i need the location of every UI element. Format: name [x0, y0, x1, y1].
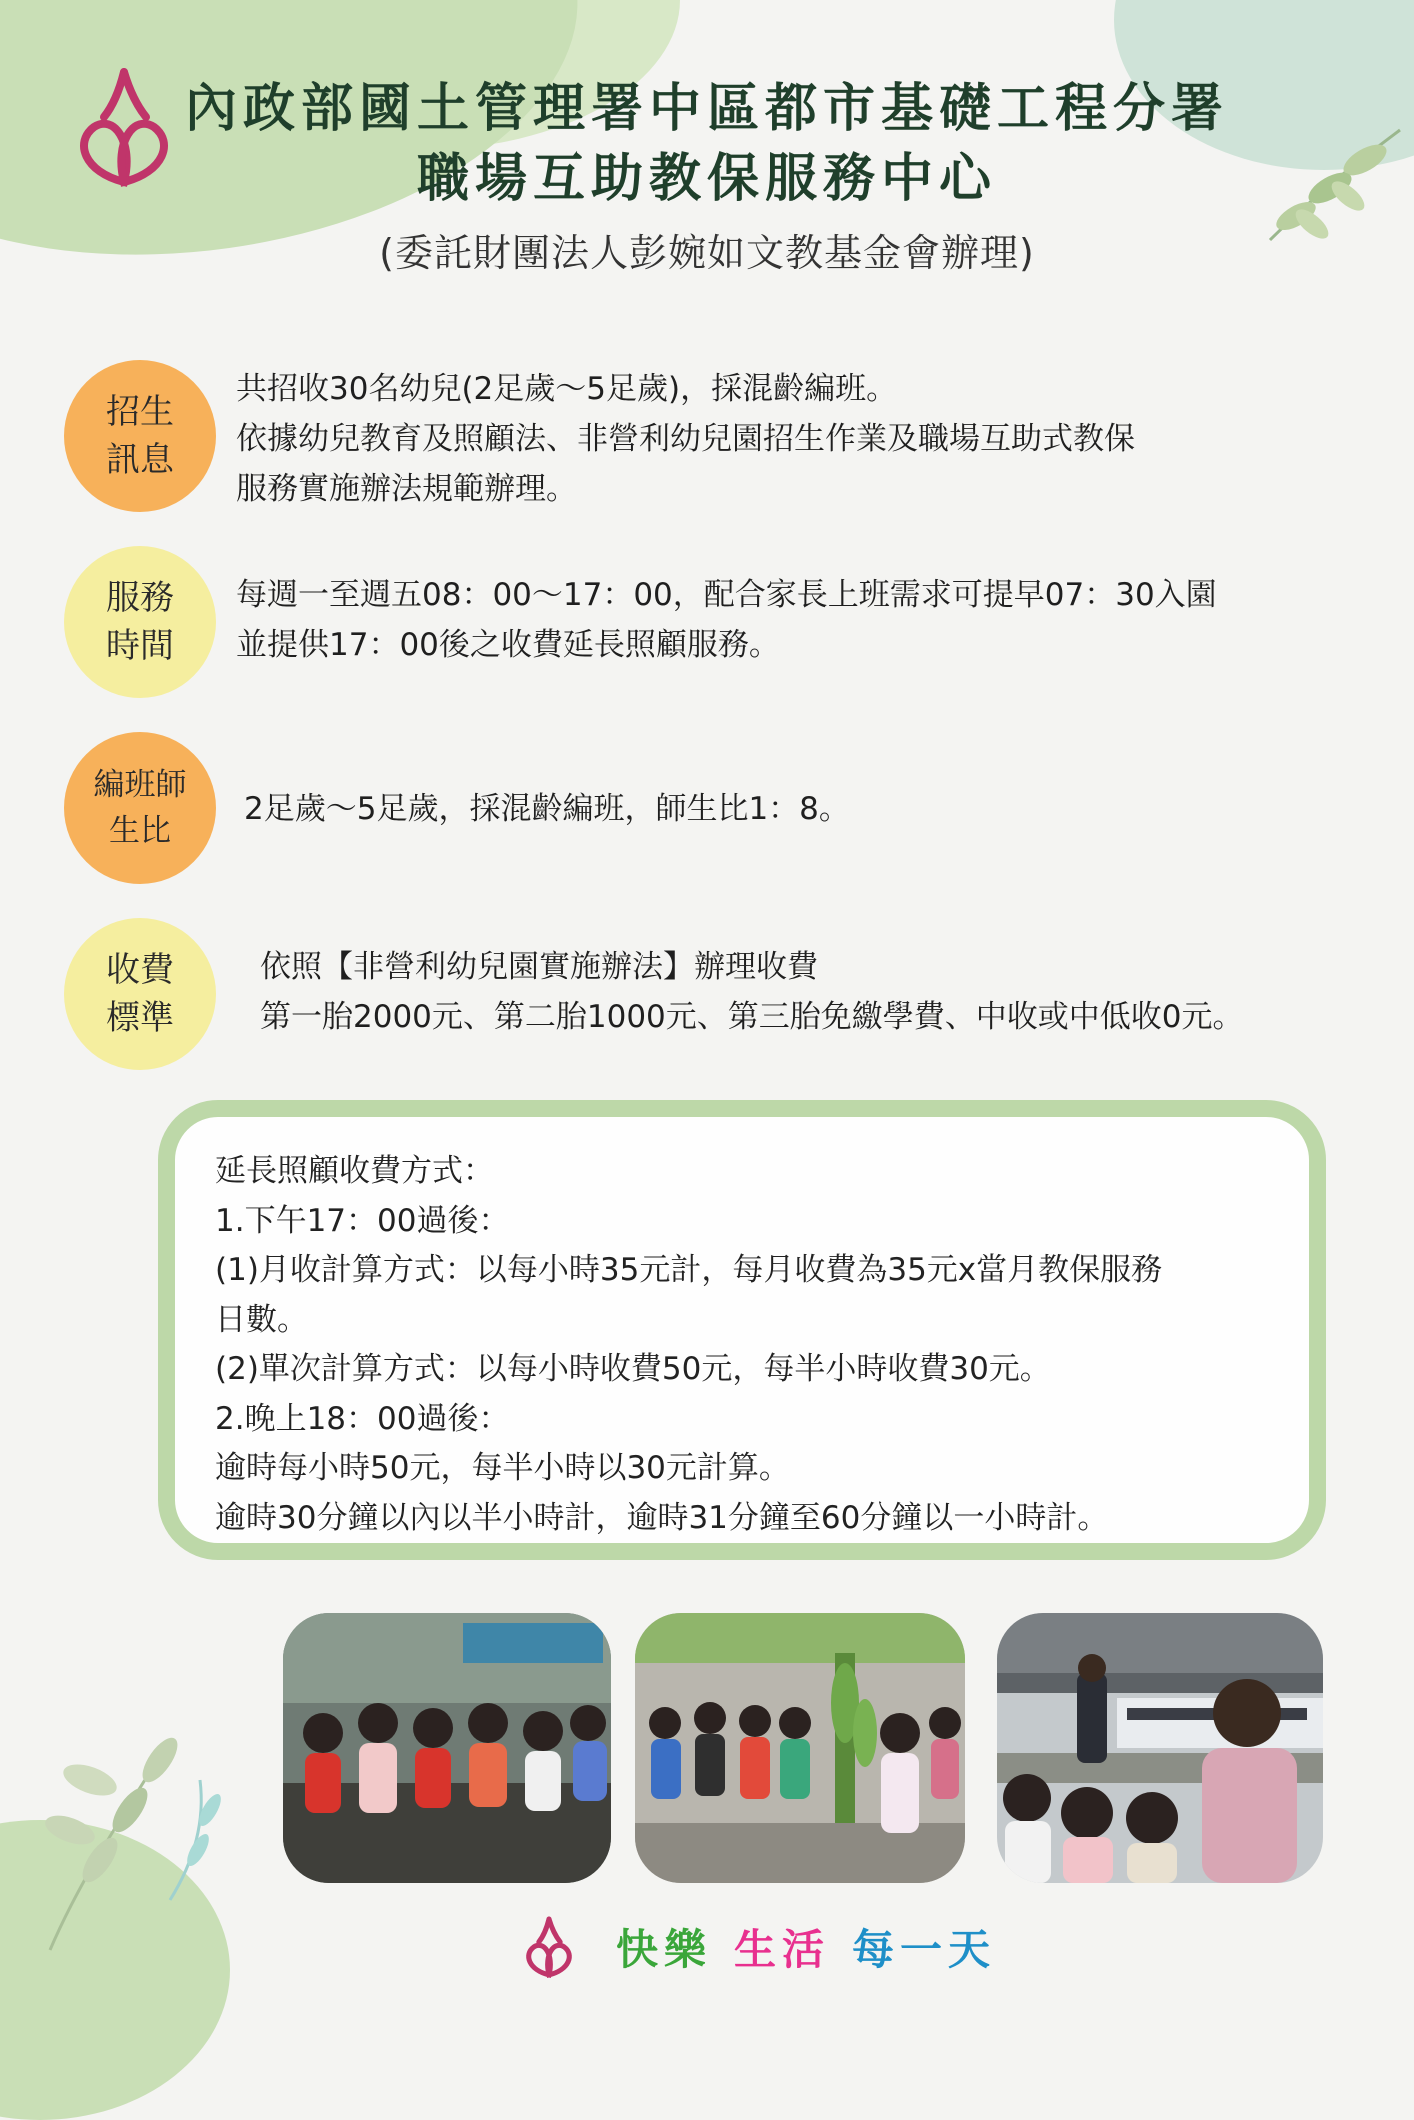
- page-title: 職場互助教保服務中心: [416, 148, 997, 209]
- badge-label: 編班師: [93, 767, 187, 803]
- badge-label: 時間: [106, 626, 174, 666]
- slogan-part: 每一天: [852, 1925, 997, 1974]
- badge-label: 收費: [106, 950, 174, 990]
- badge-label: 招生: [106, 392, 174, 432]
- text-line: (2)單次計算方式：以每小時收費50元，每半小時收費30元。: [215, 1351, 1051, 1387]
- text-line: 並提供17：00後之收費延長照顧服務。: [236, 627, 780, 663]
- text-line: 延長照顧收費方式：: [215, 1153, 494, 1189]
- text-line: 1.下午17：00過後：: [215, 1202, 510, 1239]
- text-line: 2足歲～5足歲，採混齡編班，師生比1：8。: [244, 791, 850, 827]
- text-line: 共招收30名幼兒(2足歲～5足歲)，採混齡編班。: [236, 371, 898, 407]
- section-text: [260, 942, 1244, 1042]
- text-line: 日數。: [215, 1301, 308, 1338]
- extended-care-text: [215, 1147, 1162, 1543]
- extended-care-box: [158, 1100, 1326, 1560]
- section-badge: [64, 732, 216, 884]
- badge-label: 訊息: [106, 440, 174, 480]
- text-line: 服務實施辦法規範辦理。: [236, 471, 577, 507]
- section-badge: [64, 918, 216, 1070]
- text-line: 依照【非營利幼兒園實施辦法】辦理收費: [260, 949, 818, 985]
- children-playground-photo: [283, 1613, 611, 1883]
- page-subtitle: (委託財團法人彭婉如文教基金會辦理): [379, 231, 1035, 275]
- text-line: 第一胎2000元、第二胎1000元、第三胎免繳學費、中收或中低收0元。: [260, 999, 1244, 1035]
- slogan: [516, 1912, 1018, 1982]
- section-badge: [64, 360, 216, 512]
- text-line: (1)月收計算方式：以每小時35元計，每月收費為35元x當月教保服務: [215, 1252, 1163, 1288]
- text-line: 逾時每小時50元，每半小時以30元計算。: [215, 1450, 790, 1486]
- badge-label: 標準: [106, 998, 174, 1038]
- section-badge: [64, 546, 216, 698]
- section-text: [244, 784, 850, 834]
- foundation-logo-icon: [516, 1914, 582, 1980]
- section-text: [236, 570, 1217, 670]
- leaf-branch-icon: [20, 1700, 250, 1960]
- badge-label: 服務: [106, 578, 174, 618]
- text-line: 依據幼兒教育及照顧法、非營利幼兒園招生作業及職場互助式教保: [236, 421, 1135, 457]
- slogan-part: 快樂: [616, 1925, 713, 1974]
- page-title: 內政部國土管理署中區都市基礎工程分署: [184, 78, 1229, 139]
- children-train-station-photo: [997, 1613, 1323, 1883]
- section-text: [236, 364, 1135, 514]
- children-garden-photo: [635, 1613, 965, 1883]
- slogan-part: 生活: [734, 1925, 831, 1974]
- text-line: 每週一至週五08：00～17：00，配合家長上班需求可提早07：30入園: [236, 577, 1217, 613]
- text-line: 逾時30分鐘以內以半小時計，逾時31分鐘至60分鐘以一小時計。: [215, 1499, 1109, 1536]
- text-line: 2.晚上18：00過後：: [215, 1400, 510, 1437]
- badge-label: 生比: [109, 813, 171, 849]
